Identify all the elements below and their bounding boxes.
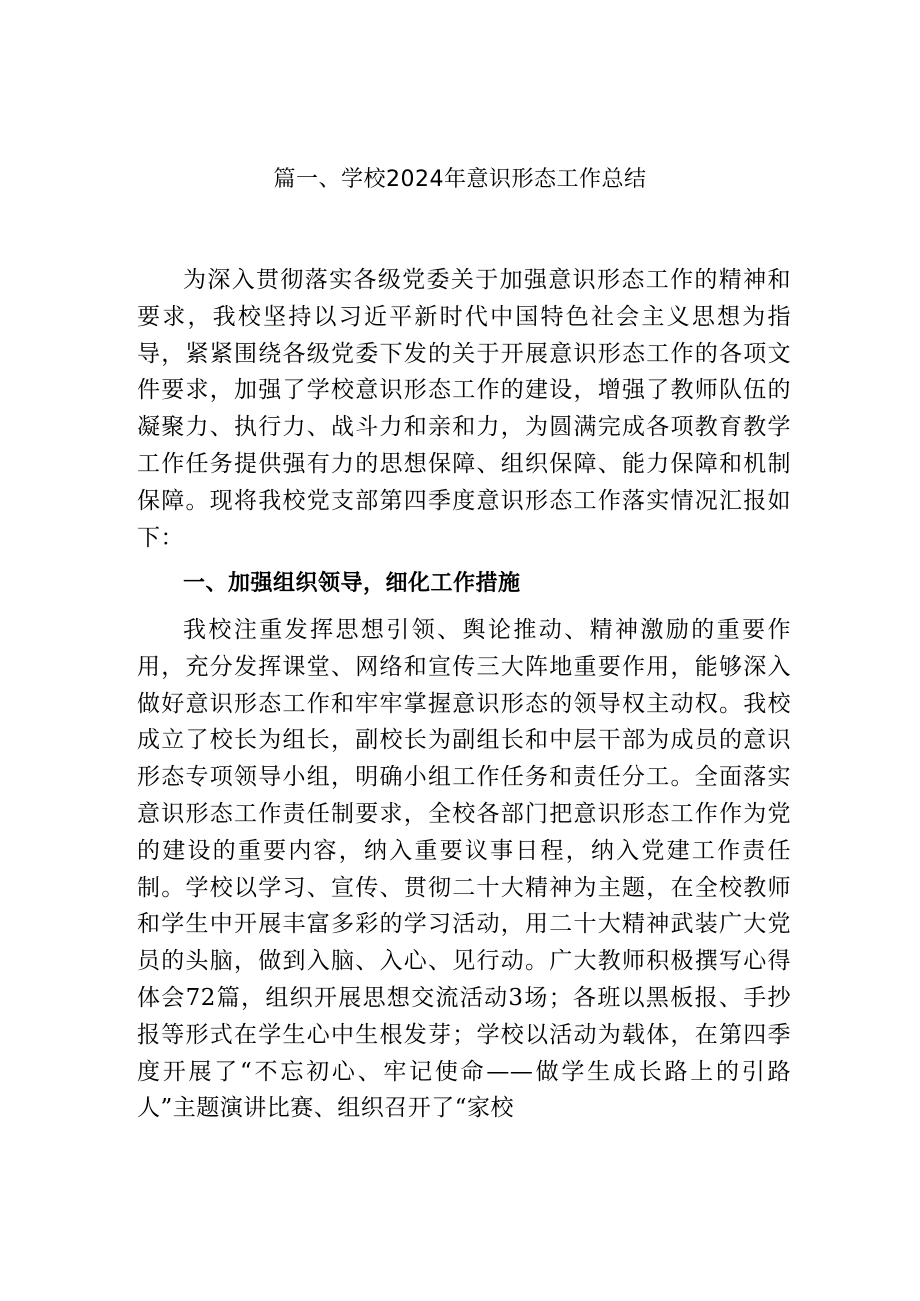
section-1-heading: 一、加强组织领导，细化工作措施 <box>183 571 521 596</box>
intro-paragraph: 为深入贯彻落实各级党委关于加强意识形态工作的精神和要求，我校坚持以习近平新时代中国特色社会主义思想为指导，紧紧围绕各级党委下发的关于开展意识形态工作的各项文件要求，加强了学校意识形态工作的建设，增强了教师队伍的凝聚力、执行力、战斗力和亲和力，为圆满完成各项教育教学工作任务提供强有力的思想保障、组织保障、能力保障和机制保障。现将我校党支部第四季度意识形态工作落实情况汇报如下： <box>137 267 791 551</box>
section-1-paragraph: 我校注重发挥思想引领、舆论推动、精神激励的重要作用，充分发挥课堂、网络和宣传三大阵地重要作用，能够深入做好意识形态工作和牢牢掌握意识形态的领导权主动权。我校成立了校长为组长，副校长为副组长和中层干部为成员的意识形态专项领导小组，明确小组工作任务和责任分工。全面落实意识形态工作责任制要求，全校各部门把意识形态工作作为党的建设的重要内容，纳入重要议事日程，纳入党建工作责任制。学校以学习、宣传、贯彻二十大精神为主题，在全校教师和学生中开展丰富多彩的学习活动，用二十大精神武装广大党员的头脑，做到入脑、入心、见行动。广大教师积极撰写心得体会72篇，组织开展思想交流活动3场；各班以黑板报、手抄报等形式在学生心中生根发芽；学校以活动为载体，在第四季度开展了“不忘初心、牢记使命——做学生成长路上的引路人”主题演讲比赛、组织召开了“家校 <box>137 617 791 1122</box>
intro-section <box>137 262 791 556</box>
section-1-body <box>137 612 791 1127</box>
document-title: 篇一、学校2024年意识形态工作总结 <box>273 167 647 192</box>
